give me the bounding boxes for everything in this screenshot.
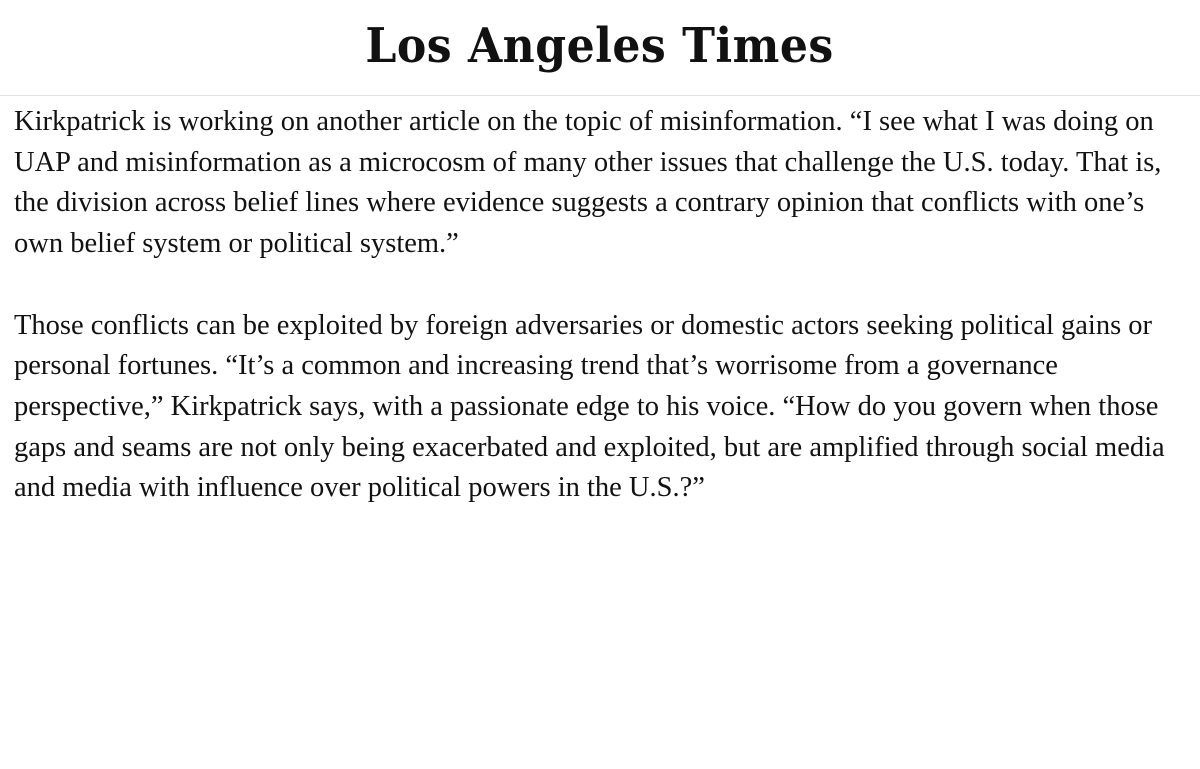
article-paragraph: Those conflicts can be exploited by foreign adversaries or domestic actors seeking political gains or personal fortunes. “It’s a common and increasing trend that’s worrisome from a governance perspective,” Kirkpatrick says, with a passionate edge to his voice. “How do you govern when those gaps and seams are not only being exacerbated and exploited, but are amplified through social media and media with influence over political powers in the U.S.?” [14, 309, 1165, 504]
article-body [14, 102, 1198, 509]
article-paragraph: Kirkpatrick is working on another article on the topic of misinformation. “I see what I was doing on UAP and misinformation as a microcosm of many other issues that challenge the U.S. today. That is, the division across belief lines where evidence suggests a contrary opinion that conflicts with one’s own belief system or political system.” [14, 106, 1162, 260]
masthead-logo[interactable]: Los Angeles Times [365, 17, 835, 74]
masthead [0, 0, 1200, 96]
